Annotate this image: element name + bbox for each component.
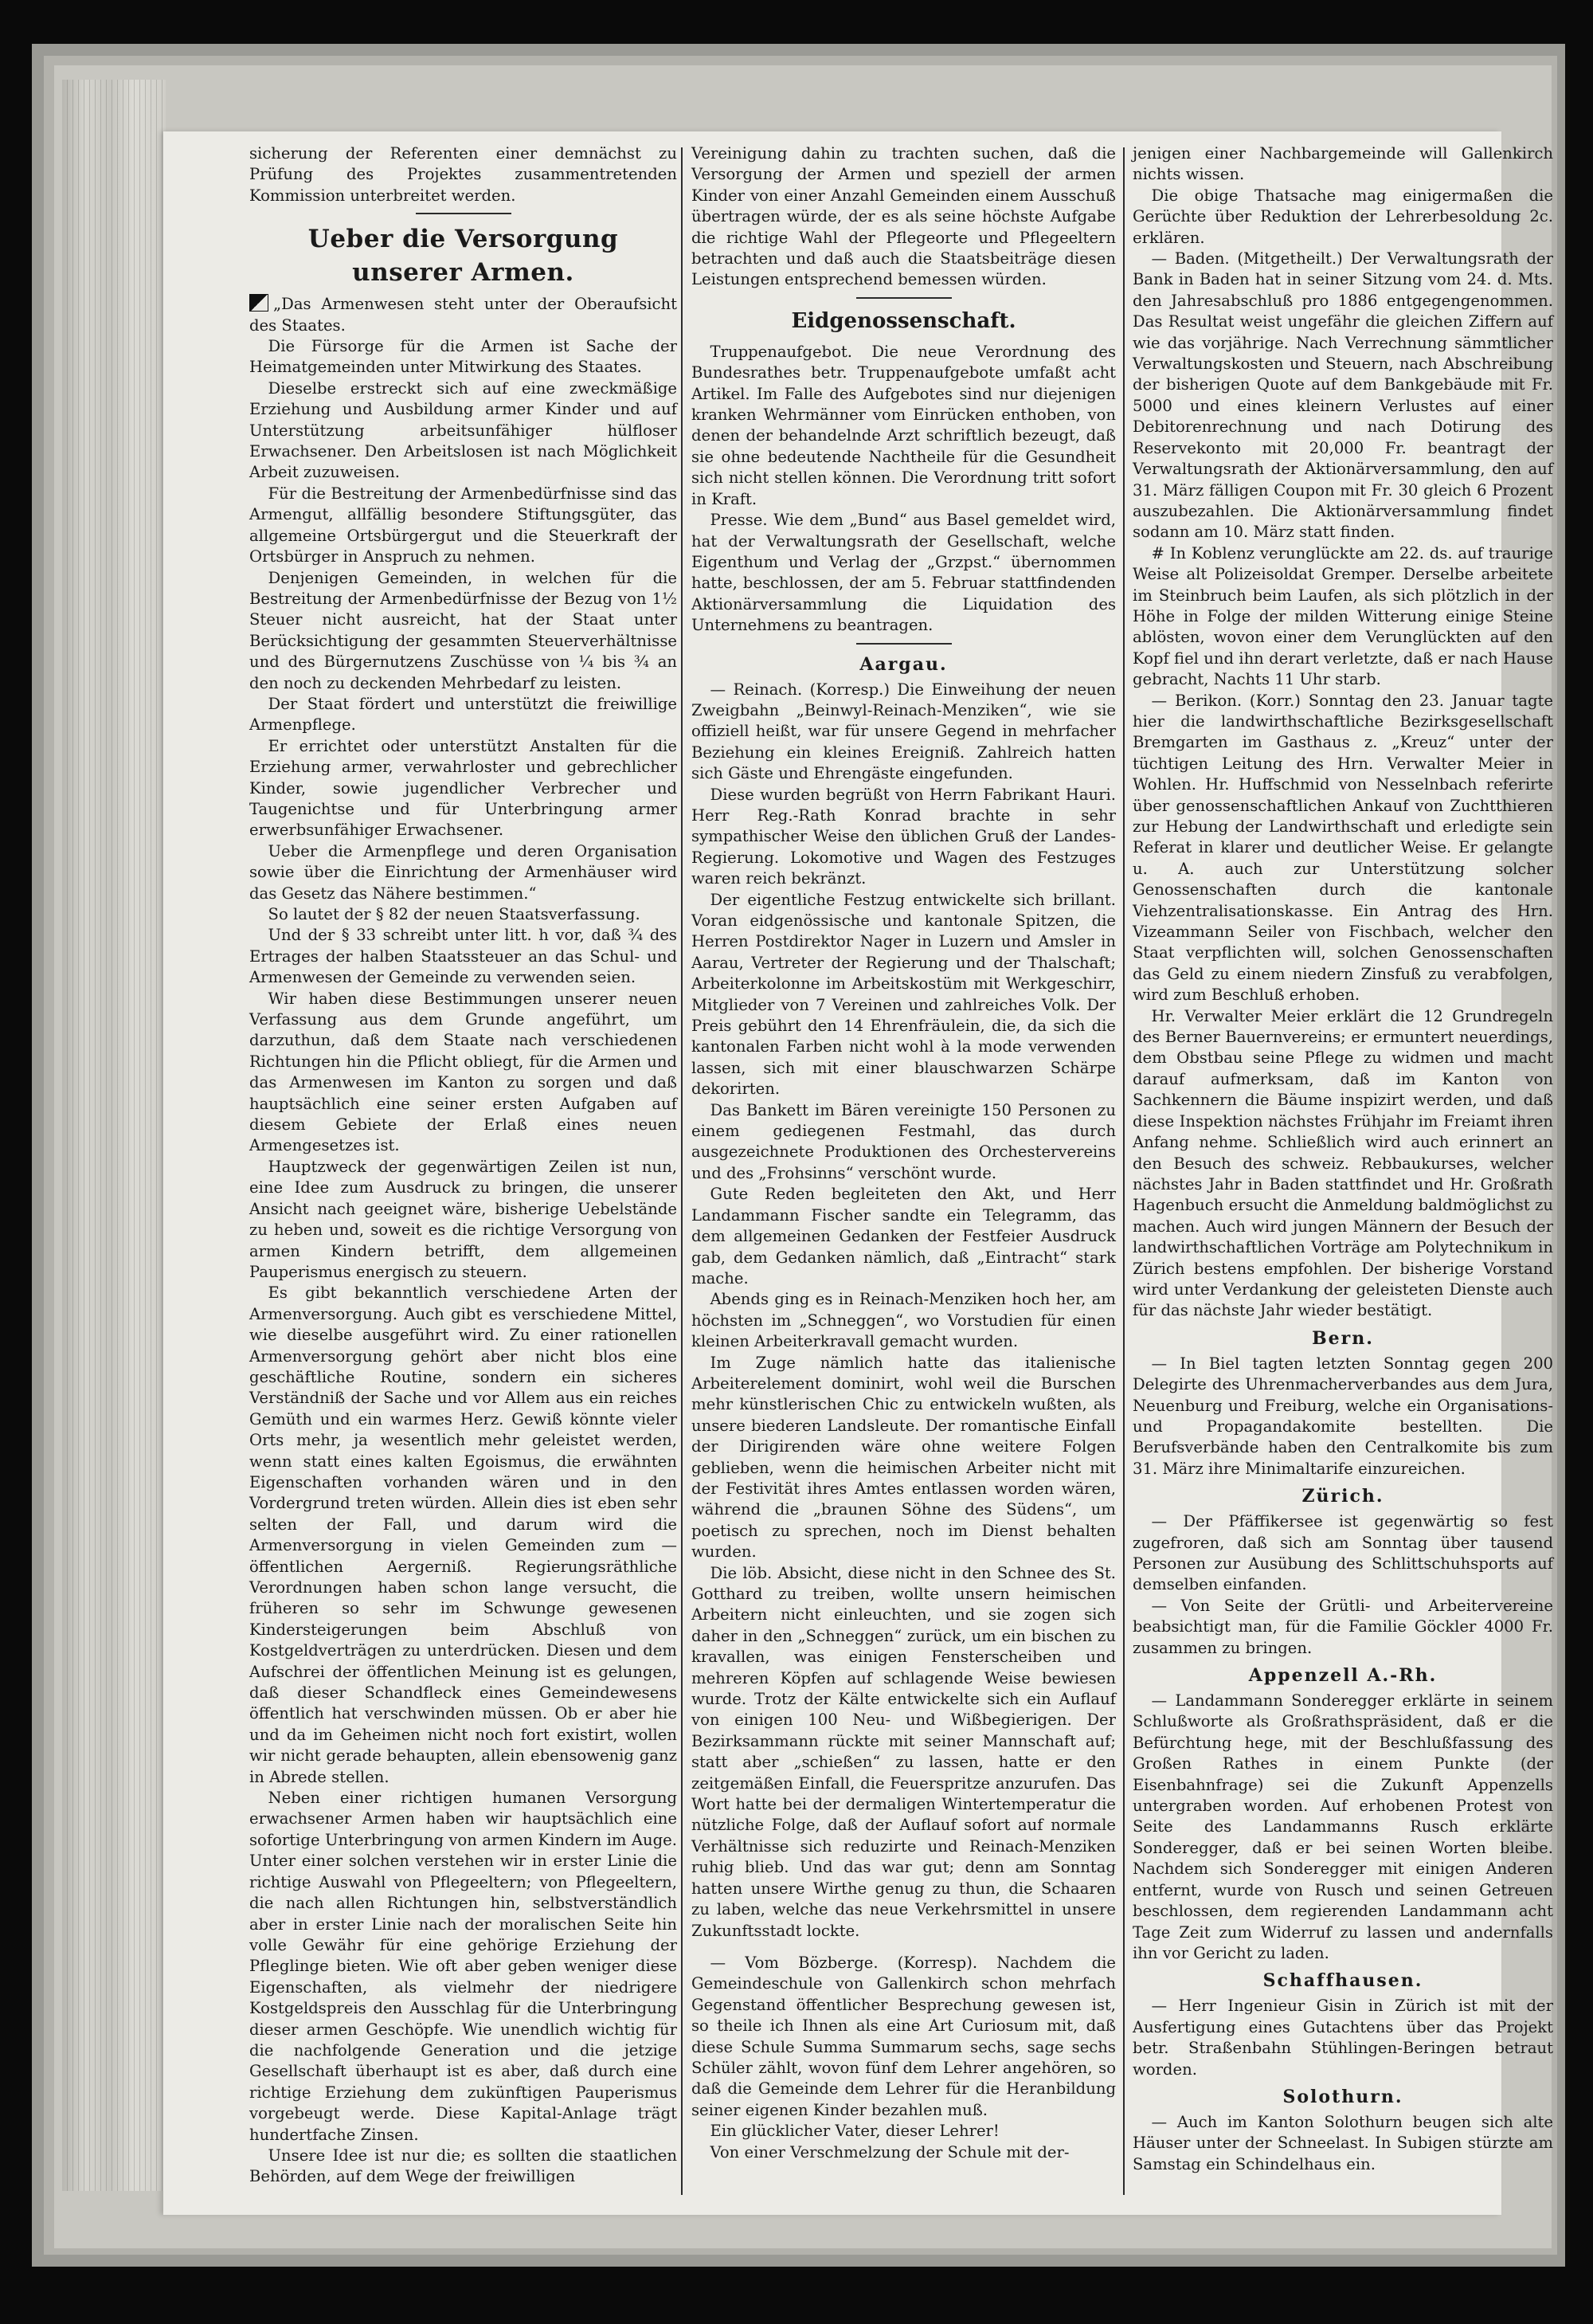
news-item: — In Biel tagten letzten Sonntag gegen 200 Delegirte des Uhrenmacherverbandes aus dem Jura, Neuenburg und Freiburg, welche ein Organisations- und Propagandakomite bestellten. Die Berufsverbände haben den Centralkomite bis zum 31. März ihre Minimaltarife einzureichen.: [1133, 1354, 1553, 1478]
news-item: Hr. Verwalter Meier erklärt die 12 Grundregeln des Berner Bauernvereins; er ermuntert neuerdings, dem Obstbau seine Pflege zu widmen und macht darauf aufmerksam, daß im Kanton von Sachkennern die Bäume inspizirt werden, und daß diese Inspektion nächstes Frühjahr im Freiamt ihren Anfang nehme. Schließlich wird auch erinnert an den Besuch des schweiz. Rebbaukurses, welcher nächstes Jahr in Baden stattfindet und Hr. Großrath Hagenbuch ersucht die Anmeldung baldmöglichst zu machen. Auch wird jungen Männern der Besuch der landwirthschaftlichen Vorträge am Polytechnikum in Zürich bestens empfohlen. Der bisherige Vorstand wird unter Verdankung der geleisteten Dienste auch für das nächste Jahr wieder bestätigt.: [1133, 1006, 1553, 1320]
news-item: # In Koblenz verunglückte am 22. ds. auf traurige Weise alt Polizeisoldat Gremper. Derselbe arbeitete im Steinbruch beim Laufen, als sich plötzlich in der Höhe in Folge der milden Witterung einige Steine ablösten, wovon einer dem Verunglückten auf den Kopf fiel und ihn derart verletzte, daß er nach Hause gebracht, Nachts 11 Uhr starb.: [1133, 543, 1553, 689]
article-paragraph: Dieselbe erstreckt sich auf eine zweckmäßige Erziehung und Ausbildung armer Kinder und auf Unterstützung arbeitsunfähiger hülfloser Erwachsener. Den Arbeitslosen ist nach Möglichkeit Arbeit zuzuweisen.: [249, 378, 677, 482]
news-item: Gute Reden begleiteten den Akt, und Herr Landammann Fischer sandte ein Telegramm, das dem allgemeinen Gedanken der Festfeier Ausdruck gab, dem Gedanken nämlich, daß „Eintracht“ stark mache.: [691, 1185, 1116, 1287]
column-one: [249, 143, 677, 2188]
news-item: — Herr Ingenieur Gisin in Zürich ist mit der Ausfertigung eines Gutachtens über das Projekt betr. Straßenbahn Stühlingen-Beringen betraut worden.: [1133, 1997, 1553, 2079]
col1-intro: sicherung der Referenten einer demnächst zu Prüfung des Projektes zusammentretenden Kommission unterbreitet werden.: [249, 144, 677, 205]
article-paragraph: Und der § 33 schreibt unter litt. h vor, daß ¾ des Ertrages der halben Staatssteuer an das Schul- und Armenwesen der Gemeinde zu verwenden seien.: [249, 926, 677, 987]
news-item: Truppenaufgebot. Die neue Verordnung des Bundesrathes betr. Truppenaufgebote umfaßt acht Artikel. Im Falle des Aufgebotes sind nur diejenigen kranken Wehrmänner vom Einrücken enthoben, von denen der behandelnde Arzt schriftlich bezeugt, daß sie ohne bedeutende Nachtheile für die Gesundheit sich nicht stellen können. Die Verordnung tritt sofort in Kraft.: [691, 342, 1116, 508]
column-rule-right: [1123, 147, 1125, 2195]
newspaper-page: [163, 131, 1553, 2215]
news-item: Das Bankett im Bären vereinigte 150 Personen zu einem gediegenen Festmahl, das durch ausgezeichnete Produktionen des Orchestervereins und des „Frohsinns“ verschönt wurde.: [691, 1100, 1116, 1182]
section-heading-bern: Bern.: [1312, 1327, 1374, 1349]
section-heading-aargau: Aargau.: [859, 653, 948, 675]
column-two: [691, 143, 1116, 2163]
news-item: — Landammann Sonderegger erklärte in seinem Schlußworte als Großrathspräsident, daß er die Befürchtung hege, mit der Beschlußfassung des Großen Rathes in einem Punkte (der Eisenbahnfrage) sei die Zukunft Appenzells untergraben worden. Auf erhobenen Protest von Seite des Landammanns Rusch erklärte Sonderegger, daß er bei seinen Worten bleibe. Nachdem sich Sonderegger mit einigen Anderen entfernt, wurde von Rusch und seinen Getreuen beschlossen, dem regierenden Landammann acht Tage Zeit zum Widerruf zu lassen und andernfalls ihn vor Gericht zu laden.: [1133, 1691, 1553, 1962]
hand-pointer-icon: [249, 294, 268, 312]
section-heading-schaffhausen: Schaffhausen.: [1262, 1970, 1423, 1992]
article-paragraph: Es gibt bekanntlich verschiedene Arten der Armenversorgung. Auch gibt es verschiedene Mittel, wie dieselbe ausgeführt wird. Zu einer rationellen Armenversorgung gehört aber nicht blos eine geschäftliche Routine, sondern ein sicheres Verständniß der Sache und vor Allem aus ein reiches Gemüth und ein warmes Herz. Gewiß könnte vieler Orts mehr, ja wesentlich mehr geleistet werden, wenn statt eines kalten Egoismus, die erwähnten Eigenschaften vorhanden wären und in den Vordergrund treten würden. Allein dies ist eben sehr selten der Fall, und darum wird die Armenversorgung in vielen Gemeinden zum — öffentlichen Aergerniß. Regierungsräthliche Verordnungen haben schon lange versucht, die früheren so sehr im Schwunge gewesenen Kindersteigerungen beim Abschluß von Kostgeldverträgen zu unterdrücken. Diesen und dem Aufschrei der öffentlichen Meinung ist es gelungen, daß dieser Schandfleck eines Gemeindewesens öffentlich hat verschwinden müssen. Ob er aber hie und da im Geheimen nicht noch fort existirt, wollen wir nicht gerade behaupten, allein ebensowenig ganz in Abrede stellen.: [249, 1283, 677, 1786]
divider: [416, 213, 511, 214]
column-rule-left: [681, 147, 683, 2195]
news-item: — Der Pfäffikersee ist gegenwärtig so fest zugefroren, daß sich am Sonntag über tausend Personen zur Ausübung des Schlittschuhsports auf demselben einfanden.: [1133, 1512, 1553, 1594]
article-paragraph: Er errichtet oder unterstützt Anstalten für die Erziehung armer, verwahrloster und gebrechlicher Kinder, sowie jugendlicher Verbrecher und Taugenichtse und für Unterbringung armer erwerbsunfähiger Erwachsener.: [249, 736, 677, 840]
news-item: Presse. Wie dem „Bund“ aus Basel gemeldet wird, hat der Verwaltungsrath der Gesellschaft, welche Eigenthum und Verlag der „Grzpst.“ übernommen hatte, beschlossen, der am 5. Februar stattfindenden Aktionärversammlung die Liquidation des Unternehmens zu beantragen.: [691, 511, 1116, 635]
article-paragraph: Hauptzweck der gegenwärtigen Zeilen ist nun, eine Idee zum Ausdruck zu bringen, die unserer Ansicht nach geeignet wäre, bisherige Uebelstände zu heben und, soweit es die richtige Versorgung von armen Kindern betrifft, dem allgemeinen Pauperismus energisch zu steuern.: [249, 1157, 677, 1281]
article-paragraph: So lautet der § 82 der neuen Staatsverfassung.: [268, 905, 640, 923]
divider: [856, 297, 952, 299]
spacer: [691, 1942, 1116, 1953]
news-item: — Vom Bözberge. (Korresp). Nachdem die Gemeindeschule von Gallenkirch schon mehrfach Gegenstand öffentlicher Besprechung gewesen ist, so theile ich Ihnen als eine Art Curiosum mit, daß diese Schule Summa Summarum sechs, sage sechs Schüler zählt, wovon fünf dem Lehrer angehören, so daß die Gemeinde dem Lehrer für die Heranbildung seiner eigenen Kinder bezahlen muß.: [691, 1953, 1116, 2119]
news-item: Ein glücklicher Vater, dieser Lehrer!: [710, 2122, 1000, 2141]
news-item: — Von Seite der Grütli- und Arbeitervereine beabsichtigt man, für die Familie Göckler 4000 Fr. zusammen zu bringen.: [1133, 1596, 1553, 1657]
news-item: Diese wurden begrüßt von Herrn Fabrikant Hauri. Herr Reg.-Rath Konrad brachte in sehr sympathischer Weise den üblichen Gruß der Landes-Regierung. Lokomotive und Wagen des Festzuges waren reich bekränzt.: [691, 785, 1116, 888]
divider: [856, 643, 952, 645]
column-three: [1133, 143, 1553, 2175]
article-paragraph: Ueber die Armenpflege und deren Organisation sowie über die Einrichtung der Armenhäuser wird das Gesetz das Nähere bestimmen.“: [249, 841, 677, 903]
news-item: Die löb. Absicht, diese nicht in den Schnee des St. Gotthard zu treiben, wollte unsern heimischen Arbeitern nicht einleuchten, und sie zogen sich daher in den „Schneggen“ zurück, um ein bischen zu kravallen, was einigen Fensterscheiben und mehreren Köpfen auf schlagende Weise bewiesen wurde. Trotz der Kälte entwickelte sich ein Auflauf von einigen 100 Neu- und Wißbegierigen. Der Bezirksammann rückte mit seiner Mannschaft auf; statt aber „schießen“ zu lassen, hatte er den zeitgemäßen Einfall, die Feuerspritze anzurufen. Das Wort hatte bei der dermaligen Wintertemperatur die nützliche Folge, daß der Auflauf sofort auf normale Verhältnisse sich reduzirte und Reinach-Menziken ruhig blieb. Und das war gut; denn am Sonntag hatten unsere Wirthe genug zu thun, die Schaaren zu laben, welche das neue Verkehrsmittel in unsere Zukunftsstadt lockte.: [691, 1563, 1116, 1940]
book-spine-edges: [62, 80, 166, 2191]
article-heading-armen: Ueber die Versorgung unserer Armen.: [307, 225, 619, 288]
section-heading-appenzell: Appenzell A.-Rh.: [1248, 1665, 1438, 1687]
article-paragraph: Wir haben diese Bestimmungen unserer neuen Verfassung aus dem Grunde angeführt, um darzuthun, daß dem Staate nach verschiedenen Richtungen hin die Pflicht obliegt, für die Armen und das Armenwesen im Kanton zu sorgen und daß hauptsächlich eine seiner ersten Aufgaben auf diesem Gebiete der Erlaß eines neuen Armengesetzes ist.: [249, 989, 677, 1155]
article-paragraph: Unsere Idee ist nur die; es sollten die staatlichen Behörden, auf dem Wege der freiwilligen: [249, 2146, 677, 2186]
article-paragraph: Für die Bestreitung der Armenbedürfnisse sind das Armengut, allfällig besondere Stiftungsgüter, das allgemeine Ortsbürgergut und die Steuerkraft der Ortsbürger in Anspruch zu nehmen.: [249, 484, 677, 566]
news-item: — Berikon. (Korr.) Sonntag den 23. Januar tagte hier die landwirthschaftliche Bezirksgesellschaft Bremgarten im Gasthaus z. „Kreuz“ unter der tüchtigen Leitung des Hrn. Verwalter Meier in Wohlen. Hr. Huffschmid von Nesselnbach referirte über genossenschaftlichen Ankauf von Zuchtthieren zur Hebung der Landwirthschaft und erledigte sein Referat in klarer und deutlicher Weise. Er gelangte u. A. auch zur Unterstützung solcher Genossenschaften durch die kantonale Viehzentralisationskasse. Ein Antrag des Hrn. Vizeammann Seiler von Fischbach, welcher den Staat verpflichten will, solchen Genossenschaften das Geld zu einem niedern Zinsfuß zu verabfolgen, wird zum Beschluß erhoben.: [1133, 691, 1553, 1005]
article-paragraph: Die Fürsorge für die Armen ist Sache der Heimatgemeinden unter Mitwirkung des Staates.: [249, 337, 677, 377]
col2-intro: Vereinigung dahin zu trachten suchen, daß die Versorgung der Armen und speziell der armen Kinder von einer Anzahl Gemeinden einem Ausschuß übertragen würde, der es als seine höchste Aufgabe die richtige Wahl der Pflegeorte und Pflegeeltern betrachten und daß auch die Staatsbeiträge diesen Leistungen entsprechend bemessen würden.: [691, 144, 1116, 289]
news-item: — Reinach. (Korresp.) Die Einweihung der neuen Zweigbahn „Beinwyl-Reinach-Menziken“, wie sie offiziell heißt, war für unsere Gegend in mehrfacher Beziehung ein kleines Ereigniß. Zahlreich hatten sich Gäste und Ehrengäste eingefunden.: [691, 680, 1116, 783]
article-paragraph: Neben einer richtigen humanen Versorgung erwachsener Armen haben wir hauptsächlich eine sofortige Unterbringung von armen Kindern im Auge. Unter einer solchen verstehen wir in erster Linie die richtige Auswahl von Pflegeeltern; von Pflegeeltern, die nach allen Richtungen hin, selbstverständlich aber in erster Linie nach der moralischen Seite hin volle Gewähr für eine gehörige Erziehung der Pfleglinge bieten. Wie oft aber geben weniger diese Eigenschaften, als vielmehr der niedrigere Kostgeldspreis den Ausschlag für die Unterbringung dieser armen Geschöpfe. Wie unendlich wichtig für die nachfolgende Generation und die jetzige Gesellschaft überhaupt ist es aber, daß durch eine richtige Erziehung dem zukünftigen Pauperismus vorgebeugt werde. Diese Kapital-Anlage trägt hundertfache Zinsen.: [249, 1789, 677, 2144]
news-item: — Baden. (Mitgetheilt.) Der Verwaltungsrath der Bank in Baden hat in seiner Sitzung vom 24. d. Mts. den Jahresabschluß pro 1886 entgegengenommen. Das Resultat weist ungefähr die gleichen Ziffern auf wie das vorjährige. Nach Verrechnung sämmtlicher Verwaltungskosten und Steuern, nach Abschreibung der bisherigen Quote auf dem Bankgebäude mit Fr. 5000 und eines kleinern Verlustes auf einer Debitorenrechnung und nach Dotirung des Reservekonto mit 20,000 Fr. beantragt der Verwaltungsrath der Aktionärversammlung, den auf 31. März fälligen Coupon mit Fr. 30 gleich 6 Prozent auszubezahlen. Die Aktionärversammlung findet sodann am 10. März statt finden.: [1133, 249, 1553, 542]
col3-intro: jenigen einer Nachbargemeinde will Gallenkirch nichts wissen.: [1133, 144, 1553, 184]
news-item: — Auch im Kanton Solothurn beugen sich alte Häuser unter der Schneelast. In Subigen stürzte am Samstag ein Schindelhaus ein.: [1133, 2112, 1553, 2173]
news-item: Von einer Verschmelzung der Schule mit der-: [710, 2142, 1070, 2161]
article-paragraph: Der Staat fördert und unterstützt die freiwillige Armenpflege.: [249, 694, 677, 735]
article-paragraph: Denjenigen Gemeinden, in welchen für die Bestreitung der Armenbedürfnisse der Bezug von 1½ Steuer nicht ausreicht, hat der Staat unter Berücksichtigung der gesammten Steuerverhältnisse und des Bürgernutzens Zuschüsse von ¼ bis ¾ an den noch zu deckenden Mehrbedarf zu leisten.: [249, 568, 677, 692]
news-item: Der eigentliche Festzug entwickelte sich brillant. Voran eidgenössische und kantonale Spitzen, die Herren Postdirektor Nager in Luzern und Amsler in Aarau, Vertreter der Regierung und der Thalschaft; Arbeiterkolonne im Arbeitskostüm mit Werkgeschirr, Mitglieder von 7 Vereinen und zahlreiches Volk. Der Preis gebührt den 14 Ehrenfräulein, die, da sich die kantonalen Farben nicht wohl à la mode verwenden lassen, sich mit einer blauschwarzen Schärpe dekorirten.: [691, 890, 1116, 1099]
article-paragraph: „Das Armenwesen steht unter der Oberaufsicht des Staates.: [249, 295, 677, 335]
news-item: Die obige Thatsache mag einigermaßen die Gerüchte über Reduktion der Lehrerbesoldung 2c. erklären.: [1133, 186, 1553, 247]
section-heading-eidgenossenschaft: Eidgenossenschaft.: [791, 308, 1016, 333]
news-item: Abends ging es in Reinach-Menziken hoch her, am höchsten im „Schneggen“, wo Vorstudien für einen kleinen Arbeiterkravall gemacht wurden.: [691, 1290, 1116, 1351]
news-item: Im Zuge nämlich hatte das italienische Arbeiterelement dominirt, wohl weil die Burschen mehr künstlerischen Chic zu entwickeln wußten, als unsere biederen Landsleute. Der romantische Einfall der Dirigirenden wäre ohne weitere Folgen geblieben, wenn die heimischen Arbeiter nicht mit der Festivität ihres Amtes entlassen worden wären, während die „braunen Söhne des Südens“, um poetisch zu sprechen, noch im Dienst behalten wurden.: [691, 1353, 1116, 1562]
section-heading-solothurn: Solothurn.: [1282, 2086, 1403, 2107]
section-heading-zuerich: Zürich.: [1301, 1486, 1384, 1507]
